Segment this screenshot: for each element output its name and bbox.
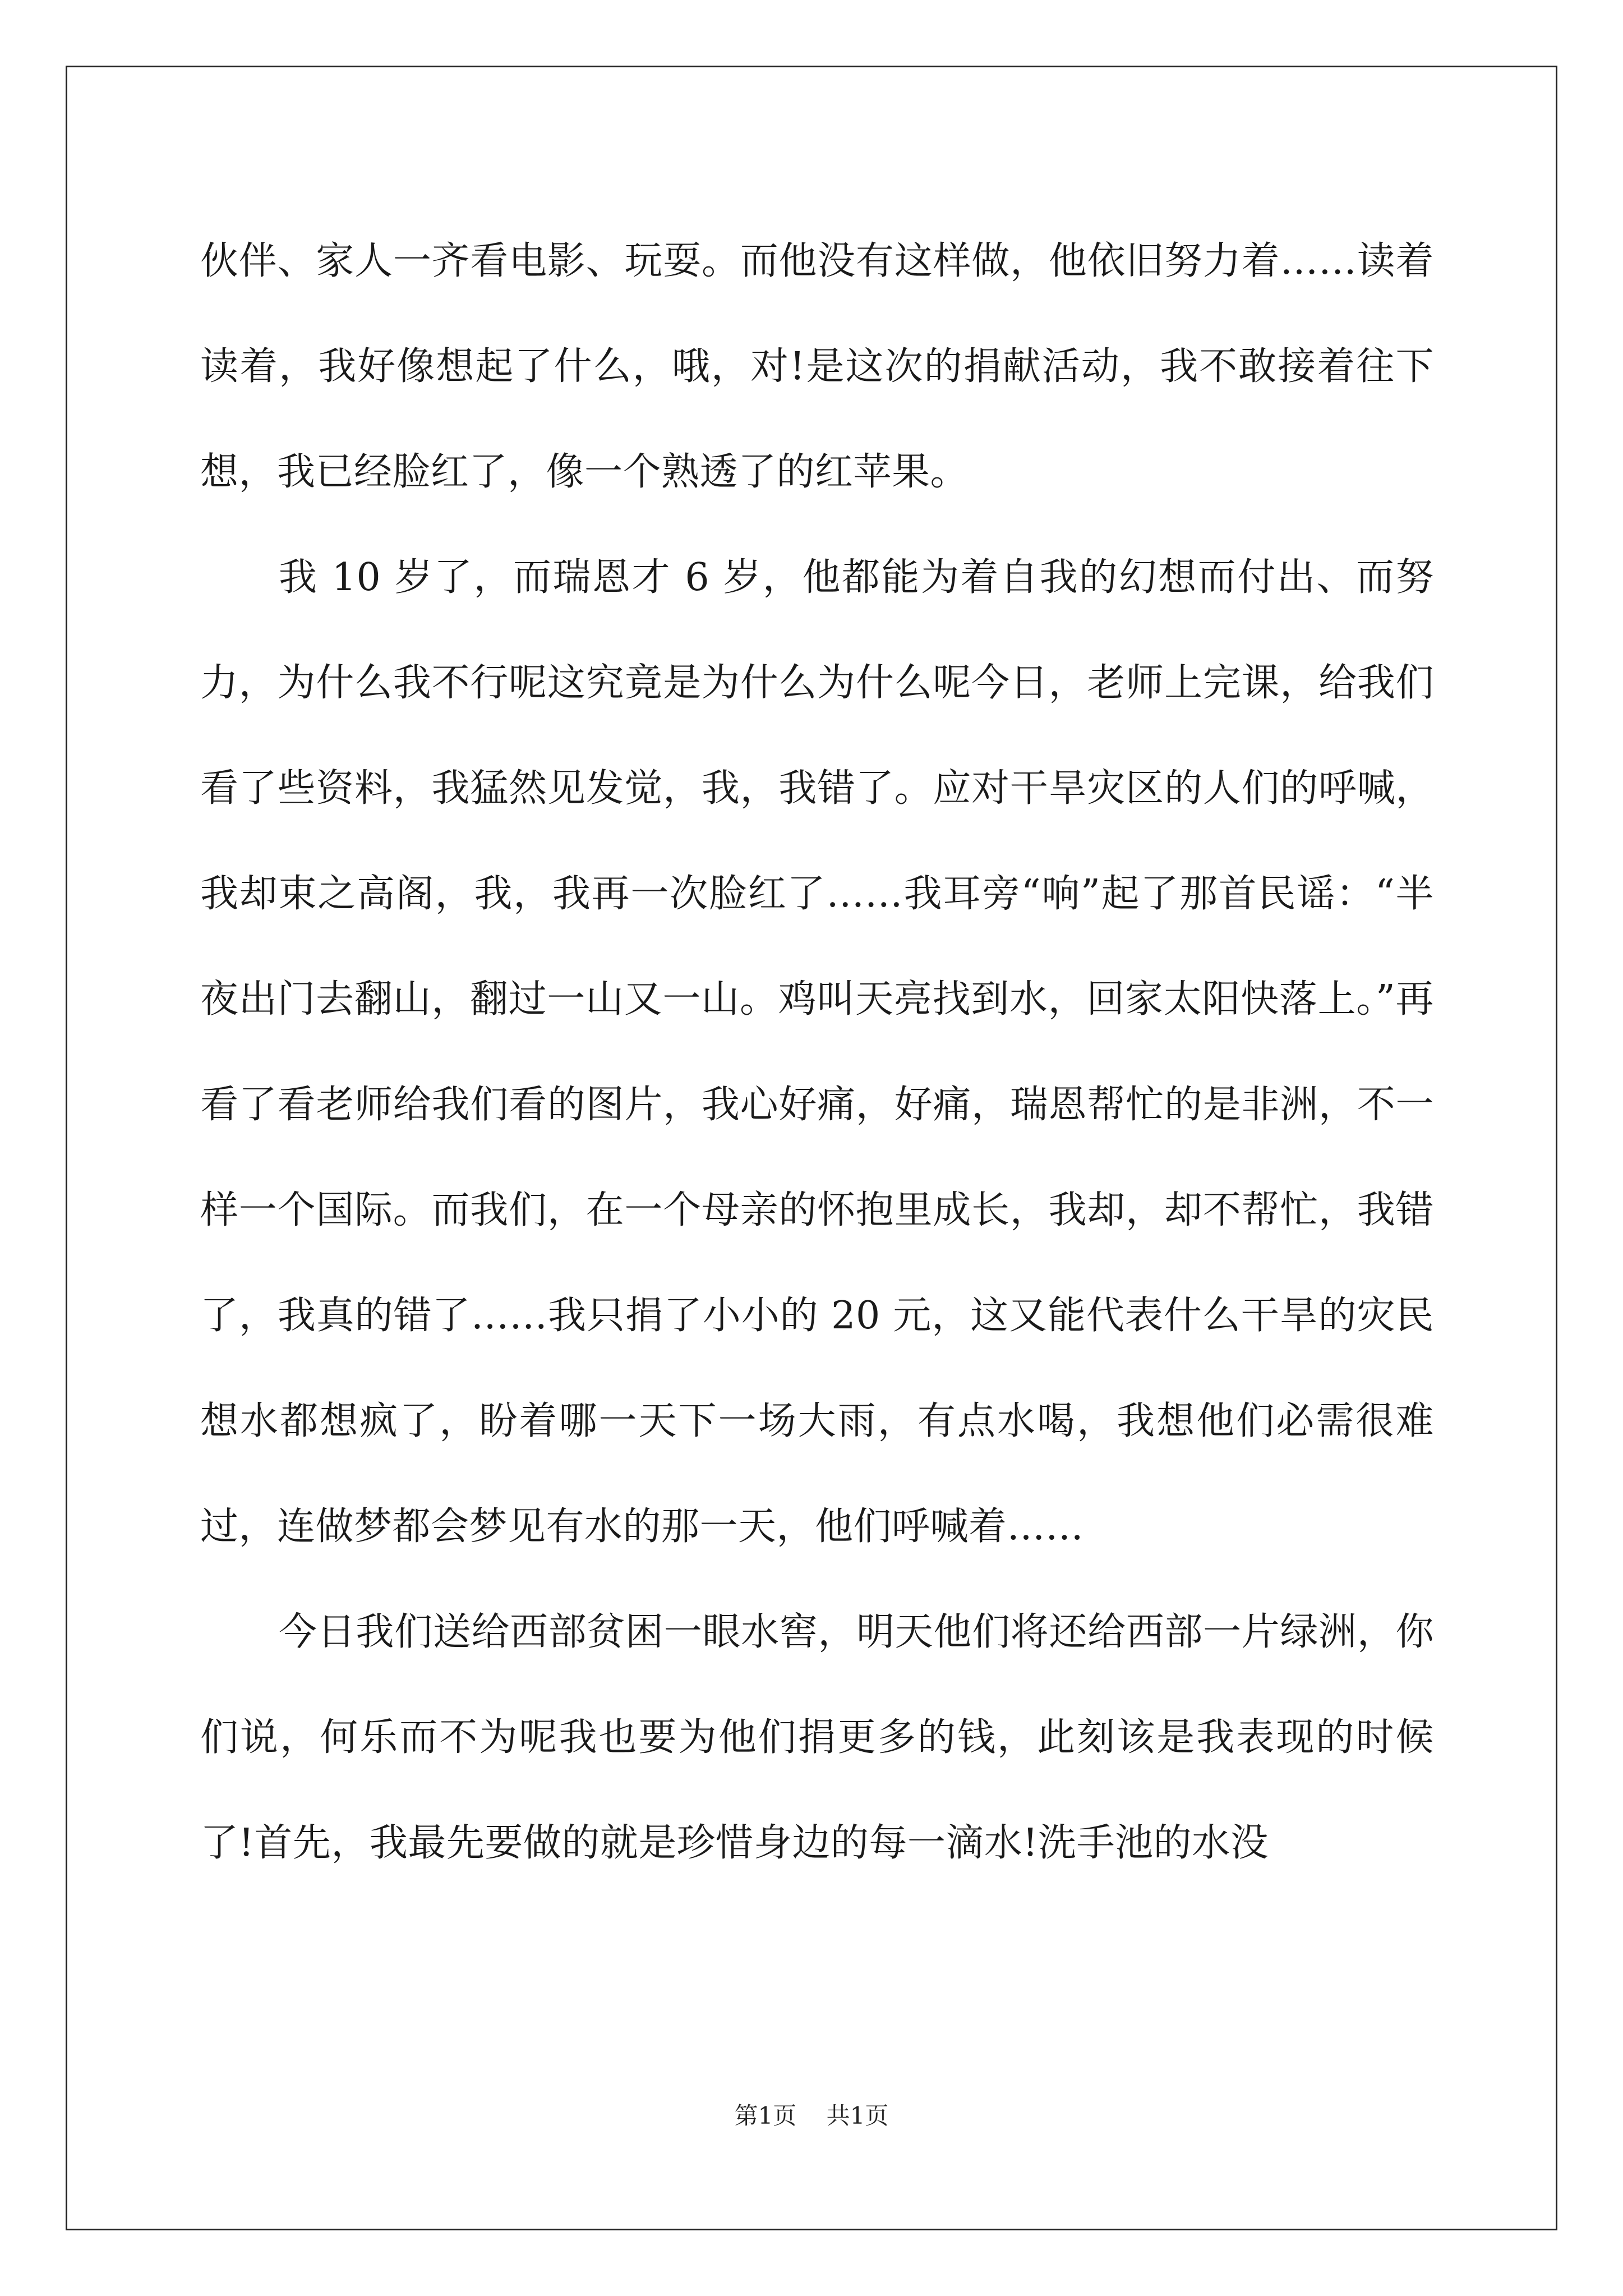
paragraph-2: 我 10 岁了，而瑞恩才 6 岁，他都能为着自我的幻想而付出、而努力，为什么我不行呢这究竟是为什么为什么呢今日，老师上完课，给我们看了些资料，我猛然见发觉，我，我错了。应对干旱灾区的人们的呼喊，我却束之高阁，我，我再一次脸红了……我耳旁“响”起了那首民谣：“半夜出门去翻山，翻过一山又一山。鸡叫天亮找到水，回家太阳快落上。”再看了看老师给我们看的图片，我心好痛，好痛，瑞恩帮忙的是非洲，不一样一个国际。而我们，在一个母亲的怀抱里成长，我却，却不帮忙，我错了，我真的错了……我只捐了小小的 20 元，这又能代表什么干旱的灾民想水都想疯了，盼着哪一天下一场大雨，有点水喝，我想他们必需很难过，连做梦都会梦见有水的那一天，他们呼喊着…… — [200, 555, 1434, 1549]
page-total: 共1页 — [826, 2102, 889, 2129]
paragraph-3: 今日我们送给西部贫困一眼水窖，明天他们将还给西部一片绿洲，你们说，何乐而不为呢我也要为他们捐更多的钱，此刻该是我表现的时候了!首先，我最先要做的就是珍惜身边的每一滴水!洗手池的水没 — [200, 1610, 1434, 1865]
page-number: 第1页 — [734, 2102, 797, 2129]
document-body — [200, 209, 1434, 1896]
page-footer — [0, 2099, 1623, 2133]
paragraph-1: 伙伴、家人一齐看电影、玩耍。而他没有这样做，他依旧努力着……读着读着，我好像想起了什么，哦，对!是这次的捐献活动，我不敢接着往下想，我已经脸红了，像一个熟透了的红苹果。 — [200, 239, 1434, 494]
